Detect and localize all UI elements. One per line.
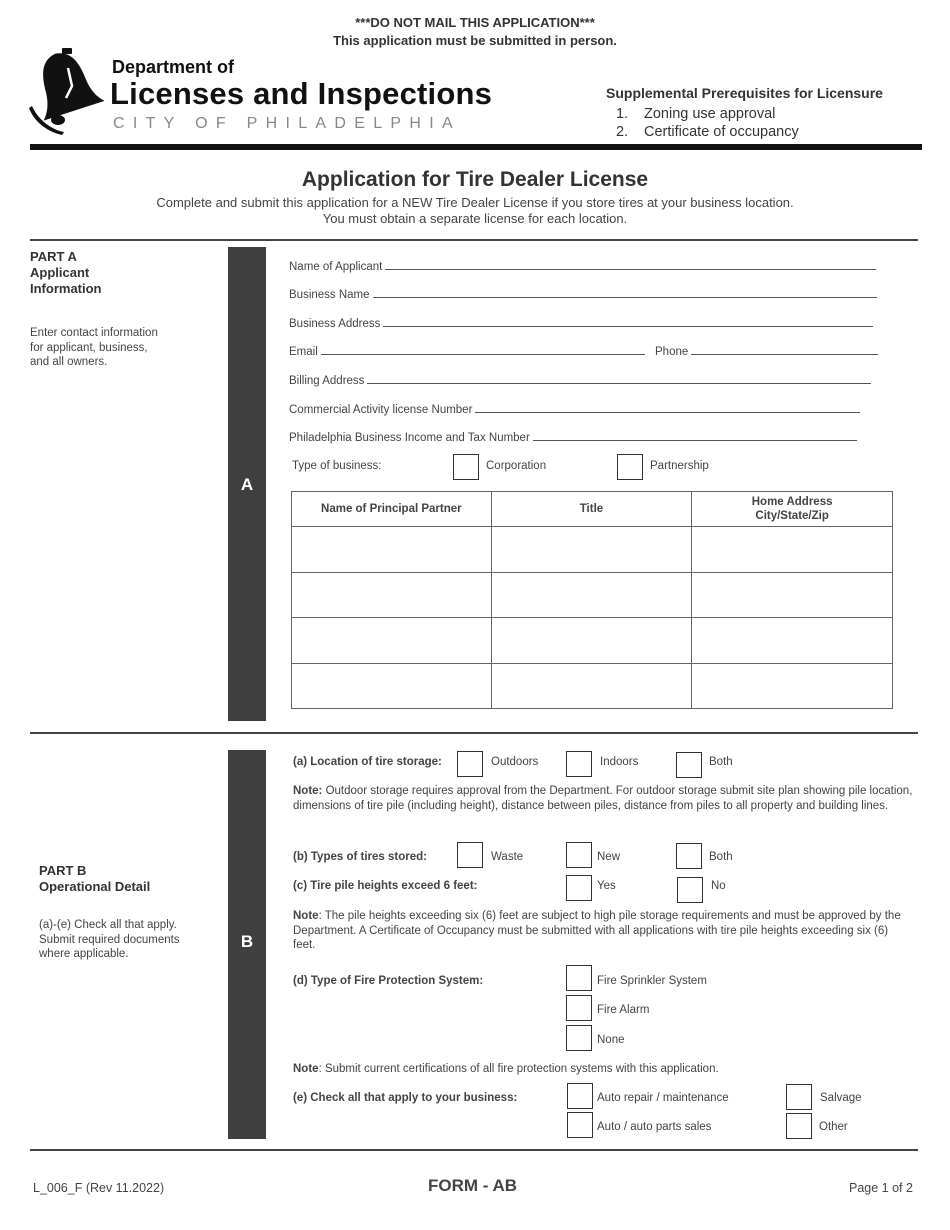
tax-number-field[interactable]: Philadelphia Business Income and Tax Number xyxy=(289,430,857,444)
storage-both-label: Both xyxy=(709,756,733,768)
fire-none-label: None xyxy=(597,1034,625,1046)
waste-checkbox[interactable] xyxy=(457,842,483,868)
type-of-business-label: Type of business: xyxy=(292,460,382,472)
new-checkbox[interactable] xyxy=(566,842,592,868)
notice-line-1: ***DO NOT MAIL THIS APPLICATION*** xyxy=(355,15,595,30)
auto-parts-sales-checkbox[interactable] xyxy=(567,1112,593,1138)
question-a-label: (a) Location of tire storage: xyxy=(293,756,442,768)
phone-field[interactable]: Phone xyxy=(655,344,878,358)
part-a-heading: PART A Applicant Information xyxy=(30,249,102,296)
page-subtitle xyxy=(0,195,950,227)
tires-both-checkbox[interactable] xyxy=(676,843,702,869)
principal-partners-table xyxy=(291,491,893,709)
corporation-label: Corporation xyxy=(486,460,547,472)
part-a-letter: A xyxy=(240,475,254,494)
question-b-label: (b) Types of tires stored: xyxy=(293,851,427,863)
table-cell[interactable] xyxy=(491,572,692,618)
table-row xyxy=(292,618,893,664)
auto-repair-label: Auto repair / maintenance xyxy=(597,1092,729,1104)
part-b-letter: B xyxy=(240,932,254,951)
table-cell[interactable] xyxy=(292,527,492,573)
page-title: Application for Tire Dealer License xyxy=(301,168,649,191)
fire-alarm-label: Fire Alarm xyxy=(597,1004,650,1016)
question-e-label: (e) Check all that apply to your business: xyxy=(293,1092,518,1104)
supplemental-title: Supplemental Prerequisites for Licensure xyxy=(606,85,883,101)
section-divider xyxy=(30,239,918,241)
table-cell[interactable] xyxy=(292,618,492,664)
commercial-activity-field[interactable]: Commercial Activity license Number xyxy=(289,402,860,416)
table-cell[interactable] xyxy=(491,618,692,664)
table-cell[interactable] xyxy=(491,663,692,709)
name-of-applicant-input[interactable] xyxy=(385,259,876,270)
table-row xyxy=(292,572,893,618)
header-divider xyxy=(30,144,922,150)
form-name: FORM - AB xyxy=(428,1176,518,1195)
other-checkbox[interactable] xyxy=(786,1113,812,1139)
phone-input[interactable] xyxy=(691,344,878,355)
supplemental-list xyxy=(616,105,799,141)
col-header-address: Home Address City/State/Zip xyxy=(692,492,893,527)
business-name-field[interactable]: Business Name xyxy=(289,287,877,301)
yes-label: Yes xyxy=(597,880,616,892)
part-a-description: Enter contact information for applicant, business, and all owners. xyxy=(30,327,158,368)
dept-line-1: Department of xyxy=(112,57,235,77)
question-d-label: (d) Type of Fire Protection System: xyxy=(293,975,484,987)
table-cell[interactable] xyxy=(292,572,492,618)
table-cell[interactable] xyxy=(692,527,893,573)
waste-label: Waste xyxy=(491,851,524,863)
question-c-label: (c) Tire pile heights exceed 6 feet: xyxy=(293,880,478,892)
email-input[interactable] xyxy=(321,344,645,355)
fire-none-checkbox[interactable] xyxy=(566,1025,592,1051)
email-field[interactable]: Email xyxy=(289,344,645,358)
note-pile-heights: Note: The pile heights exceeding six (6) feet are subject to high pile storage requirements and must be approved by the Department. A Certificate of Occupancy must be submitted with all applications with tire pile heights exceeding six (6) feet. xyxy=(293,910,901,951)
table-cell[interactable] xyxy=(292,663,492,709)
indoors-checkbox[interactable] xyxy=(566,751,592,777)
col-header-title: Title xyxy=(491,492,692,527)
dept-line-2: Licenses and Inspections xyxy=(110,76,493,111)
outdoors-checkbox[interactable] xyxy=(457,751,483,777)
business-address-input[interactable] xyxy=(383,316,873,327)
table-row xyxy=(292,663,893,709)
auto-repair-checkbox[interactable] xyxy=(567,1083,593,1109)
note-fire-certifications: Note: Submit current certifications of all fire protection systems with this application. xyxy=(293,1063,719,1075)
liberty-bell-icon xyxy=(28,46,106,136)
outdoors-label: Outdoors xyxy=(491,756,539,768)
part-b-heading: PART B Operational Detail xyxy=(39,863,151,894)
form-code: L_006_F (Rev 11.2022) xyxy=(33,1181,165,1195)
note-outdoor-storage: Note: Outdoor storage requires approval from the Department. For outdoor storage submit site plan showing pile location, dimensions of tire pile (including height), distance between piles, distance from piles to all property and building lines. xyxy=(293,785,913,812)
salvage-checkbox[interactable] xyxy=(786,1084,812,1110)
no-checkbox[interactable] xyxy=(677,877,703,903)
fire-sprinkler-checkbox[interactable] xyxy=(566,965,592,991)
indoors-label: Indoors xyxy=(600,756,639,768)
table-header-row xyxy=(292,492,893,527)
submission-notice xyxy=(0,14,950,50)
auto-parts-sales-label: Auto / auto parts sales xyxy=(597,1121,712,1133)
dept-line-3: CITY OF PHILADELPHIA xyxy=(113,115,461,132)
table-cell[interactable] xyxy=(692,572,893,618)
supplemental-item: 1. Zoning use approval xyxy=(616,106,776,122)
billing-address-field[interactable]: Billing Address xyxy=(289,373,871,387)
other-label: Other xyxy=(819,1121,848,1133)
yes-checkbox[interactable] xyxy=(566,875,592,901)
no-label: No xyxy=(711,880,726,892)
salvage-label: Salvage xyxy=(820,1092,862,1104)
name-of-applicant-field[interactable]: Name of Applicant xyxy=(289,259,876,273)
business-name-input[interactable] xyxy=(373,287,877,298)
section-divider xyxy=(30,732,918,734)
partnership-label: Partnership xyxy=(650,460,709,472)
partnership-checkbox[interactable] xyxy=(617,454,643,480)
table-cell[interactable] xyxy=(692,618,893,664)
new-label: New xyxy=(597,851,621,863)
supplemental-item: 2. Certificate of occupancy xyxy=(616,124,799,140)
tax-number-input[interactable] xyxy=(533,430,857,441)
part-b-description: (a)-(e) Check all that apply. Submit required documents where applicable. xyxy=(39,919,180,960)
footer-divider xyxy=(30,1149,918,1151)
table-cell[interactable] xyxy=(491,527,692,573)
subtitle-line-1: Complete and submit this application for a NEW Tire Dealer License if you store tires at your business location. xyxy=(156,195,794,210)
corporation-checkbox[interactable] xyxy=(453,454,479,480)
page-number: Page 1 of 2 xyxy=(849,1181,913,1195)
col-header-name: Name of Principal Partner xyxy=(292,492,492,527)
storage-both-checkbox[interactable] xyxy=(676,752,702,778)
part-a-sidebar xyxy=(228,247,266,721)
notice-line-2: This application must be submitted in person. xyxy=(333,33,617,48)
subtitle-line-2: You must obtain a separate license for each location. xyxy=(322,211,628,226)
tires-both-label: Both xyxy=(709,851,733,863)
fire-sprinkler-label: Fire Sprinkler System xyxy=(597,975,707,987)
business-address-field[interactable]: Business Address xyxy=(289,316,873,330)
commercial-activity-input[interactable] xyxy=(475,402,860,413)
table-row xyxy=(292,527,893,573)
table-cell[interactable] xyxy=(692,663,893,709)
part-b-sidebar xyxy=(228,750,266,1139)
billing-address-input[interactable] xyxy=(367,373,871,384)
fire-alarm-checkbox[interactable] xyxy=(566,995,592,1021)
